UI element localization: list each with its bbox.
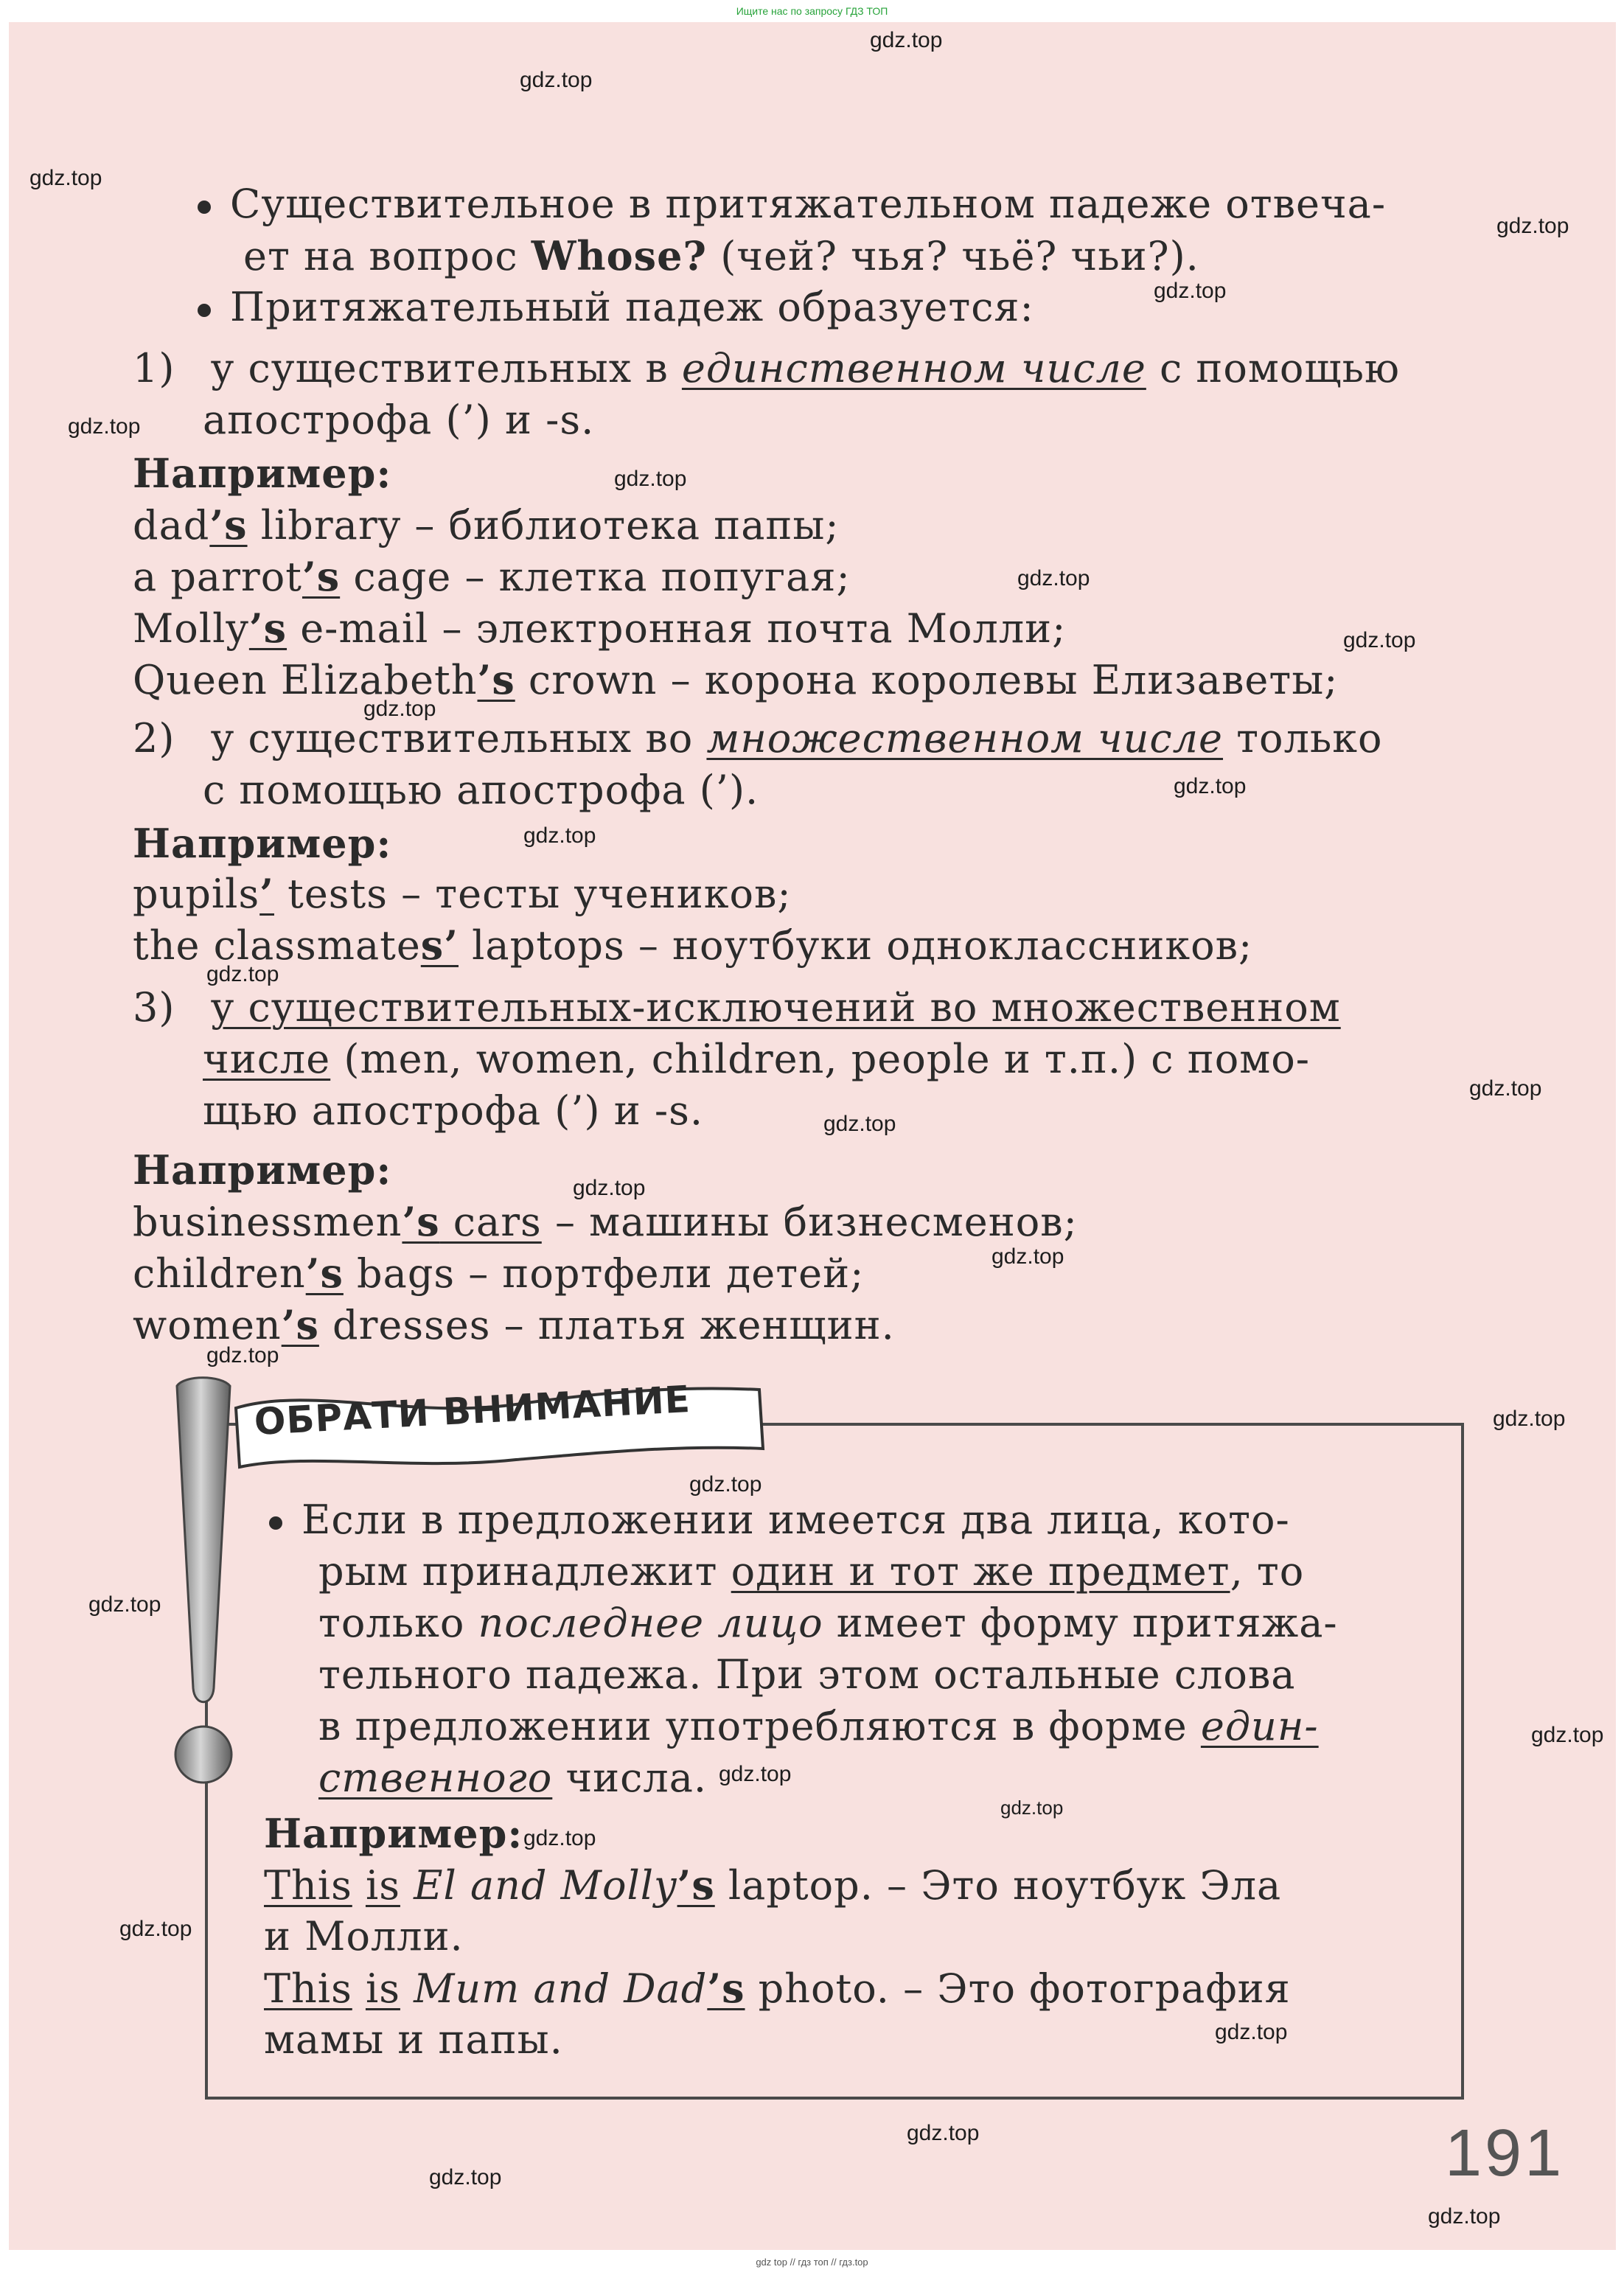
watermark: gdz.top xyxy=(614,467,687,491)
watermark: gdz.top xyxy=(992,1244,1064,1269)
example-item: Queen Elizabeth’s crown – корона королевы Елизаветы; xyxy=(133,656,1339,703)
watermark: gdz.top xyxy=(29,166,102,190)
watermark: gdz.top xyxy=(68,414,141,439)
watermark: gdz.top xyxy=(1174,774,1247,798)
rule-3-cont: щью апострофа (’) и -s. xyxy=(203,1087,704,1134)
watermark: gdz.top xyxy=(429,2165,502,2189)
watermark: gdz.top xyxy=(1343,628,1416,652)
watermark: gdz.top xyxy=(1469,1076,1542,1101)
watermark: gdz.top xyxy=(88,1592,161,1617)
bullet-dot xyxy=(198,201,211,214)
note-line: Если в предложении имеется два лица, кото- xyxy=(269,1497,1290,1543)
page-number: 191 xyxy=(1445,2117,1565,2190)
note-example: This is Mum and Dad’s photo. – Это фотография xyxy=(264,1965,1291,2012)
note-line: рым принадлежит один и тот же предмет, то xyxy=(318,1548,1305,1595)
watermark: gdz.top xyxy=(823,1112,896,1136)
note-line: ственного числа. xyxy=(318,1755,708,1801)
note-line: в предложении употребляются в форме един- xyxy=(318,1703,1319,1749)
watermark: gdz.top xyxy=(689,1472,762,1497)
example-label: Например: xyxy=(133,450,392,497)
note-example: This is El and Molly’s laptop. – Это ноутбук Эла xyxy=(264,1861,1282,1909)
bullet-dot xyxy=(269,1516,282,1530)
watermark: gdz.top xyxy=(870,28,943,52)
watermark: gdz.top xyxy=(1493,1407,1566,1431)
watermark: gdz.top xyxy=(1531,1723,1604,1747)
example-item: children’s bags – портфели детей; xyxy=(133,1250,865,1297)
watermark: gdz.top xyxy=(523,1826,596,1850)
watermark: gdz.top xyxy=(363,697,436,721)
note-example-cont: мамы и папы. xyxy=(264,2016,563,2063)
watermark: gdz.top xyxy=(1215,2020,1288,2044)
rule-2: 2) у существительных во множественном числе только xyxy=(133,715,1383,762)
watermark: gdz.top xyxy=(119,1917,192,1941)
header-link-bar xyxy=(0,0,1624,22)
example-item: Molly’s e-mail – электронная почта Молли; xyxy=(133,605,1067,652)
watermark: gdz.top xyxy=(1154,279,1227,303)
watermark: gdz.top xyxy=(719,1762,792,1786)
search-hint-link[interactable]: Ищите нас по запросу ГДЗ ТОП xyxy=(736,5,888,17)
rule-1: 1) у существительных в единственном числе с помощью xyxy=(133,345,1401,391)
note-line: только последнее лицо имеет форму притяжа- xyxy=(318,1600,1338,1646)
note-line: тельного падежа. При этом остальные слова xyxy=(318,1651,1296,1698)
attention-banner-text: ОБРАТИ ВНИМАНИЕ xyxy=(253,1378,692,1443)
rule-3: 3) у существительных-исключений во множественном xyxy=(133,984,1341,1031)
watermark: gdz.top xyxy=(206,962,279,986)
watermark: gdz.top xyxy=(520,68,593,92)
note-example-label: Например: xyxy=(264,1810,523,1857)
example-item: pupils’ tests – тесты учеников; xyxy=(133,870,792,917)
watermark: gdz.top xyxy=(1017,566,1090,590)
rule-2-cont: с помощью апострофа (’). xyxy=(203,767,759,813)
rule-3-cont: числе (men, women, children, people и т.п.) с помо- xyxy=(203,1036,1310,1082)
example-label: Например: xyxy=(133,1146,392,1194)
bullet-line: Притяжательный падеж образуется: xyxy=(198,284,1034,330)
watermark: gdz.top xyxy=(1428,2204,1501,2229)
note-example-cont: и Молли. xyxy=(264,1913,464,1959)
bullet-dot xyxy=(198,304,211,317)
example-label: Например: xyxy=(133,820,392,867)
watermark: gdz.top xyxy=(1496,214,1569,238)
example-item: the classmates’ laptops – ноутбуки одноклассников; xyxy=(133,922,1253,969)
example-item: dad’s library – библиотека папы; xyxy=(133,501,840,548)
rule-1-cont: апострофа (’) и -s. xyxy=(203,397,595,443)
footer-links[interactable]: gdz top // гдз топ // гдз.top xyxy=(0,2250,1624,2275)
bullet-line: Существительное в притяжательном падеже отвеча- xyxy=(198,181,1386,227)
watermark: gdz.top xyxy=(907,2121,980,2145)
example-item: businessmen’s cars – машины бизнесменов; xyxy=(133,1198,1078,1245)
watermark: gdz.top xyxy=(1000,1797,1064,1819)
watermark: gdz.top xyxy=(206,1343,279,1368)
bullet-line-cont: ет на вопрос Whose? (чей? чья? чьё? чьи?). xyxy=(243,232,1199,279)
example-item: women’s dresses – платья женщин. xyxy=(133,1301,895,1348)
watermark: gdz.top xyxy=(523,823,596,848)
example-item: a parrot’s cage – клетка попугая; xyxy=(133,553,851,600)
watermark: gdz.top xyxy=(573,1176,646,1200)
